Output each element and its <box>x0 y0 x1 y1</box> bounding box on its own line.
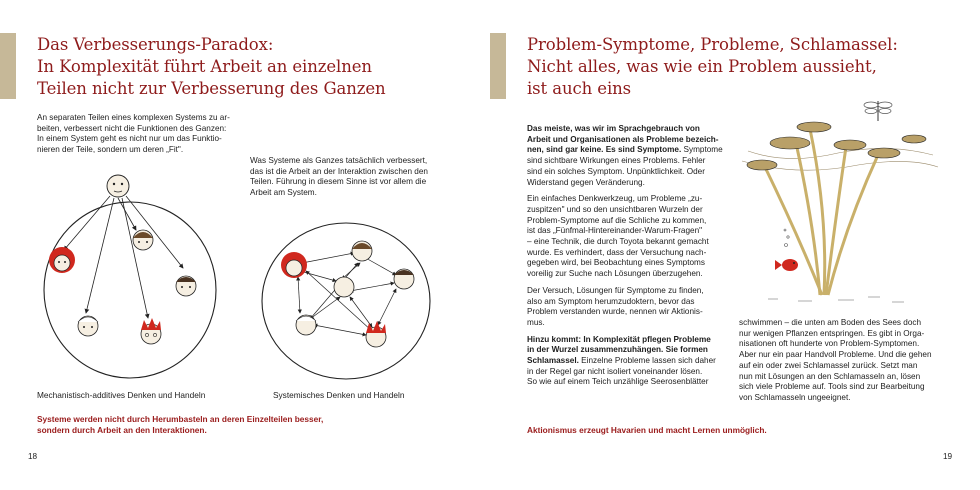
left-intro-line: An separaten Teilen eines komplexen Systems zu ar- <box>37 113 230 122</box>
left-title-line-1: Das Verbesserungs-Paradox: <box>37 35 274 54</box>
p2-line: wurde. Es verhindert, dass der Versuchung nach- <box>527 247 707 257</box>
left-intro-line: nieren der Teile, sondern um deren „Fit". <box>37 145 184 155</box>
dragonfly-icon <box>864 101 892 121</box>
right-title <box>527 34 898 100</box>
p2-line: zuspitzen" und so den unsichtbaren Wurzeln der <box>527 204 703 214</box>
left-red-note-line: sondern durch Arbeit an den Interaktionen. <box>37 424 207 435</box>
paragraph-five-whys <box>527 194 752 280</box>
page-number-left: 18 <box>28 452 38 461</box>
p1-bold-line: Das meiste, was wir im Sprachgebrauch von <box>527 124 700 133</box>
left-side-line: das ist die Arbeit an der Interaktion zwischen den <box>250 166 428 176</box>
brown-hair-face-icon <box>133 230 153 250</box>
p2-line: voreilig zur Suche nach Lösungen überzugehen. <box>527 269 703 279</box>
caption-systemic: Systemisches Denken und Handeln <box>273 390 405 400</box>
lily-pad-illustration <box>728 95 948 310</box>
p4-line: in der Regel gar nicht isoliert voneinander lösen. <box>527 366 703 376</box>
left-side-line: Arbeit am System. <box>250 188 317 198</box>
left-title-line-3: Teilen nicht zur Verbesserung des Ganzen <box>37 79 386 98</box>
col2-line: nur wenigen Pflanzen entspringen. Es gibt in Orga- <box>739 328 925 338</box>
lily-pad-icon <box>747 122 926 170</box>
col2-line: nisationen oft hunderte von Problem-Symptomen. <box>739 339 920 349</box>
col2-line: nun mit Lösungen an den Schlamasseln an, lösen <box>739 371 921 381</box>
p1-line: Widerstand gegen Veränderung. <box>527 177 645 187</box>
paragraph-actionism <box>527 286 752 329</box>
left-red-note-line: Systeme werden nicht durch Herumbasteln an deren Einzelteilen besser, <box>37 414 324 424</box>
white-hair-face-icon <box>78 316 98 336</box>
col2-line: auf ein oder zwei Schlamassel zurück. Setzt man <box>739 360 918 370</box>
red-fish-icon <box>775 259 798 271</box>
left-intro-line: In einem System geht es nicht nur um das Funktio- <box>37 134 222 144</box>
chapter-tab-left <box>0 33 16 99</box>
p4-bold-line: in der Wurzel zusammenzuhängen. Sie formen <box>527 345 708 355</box>
p3-line: Problem verstanden wurde, nennen wir Aktionis- <box>527 307 703 317</box>
paragraph-mess <box>527 335 752 389</box>
manager-face-icon <box>107 175 129 197</box>
left-intro-line: beiten, verbessert nicht die Funktionen des Ganzen: <box>37 123 227 133</box>
systemic-illustration <box>254 215 434 383</box>
p3-line: also am Symptom herumzudoktern, bevor das <box>527 296 695 306</box>
dark-hair-face-icon <box>176 276 196 296</box>
right-column-2-text <box>739 318 967 404</box>
left-side-line: Was Systeme als Ganzes tatsächlich verbessert, <box>250 156 428 165</box>
page-number-right: 19 <box>943 452 953 461</box>
right-page <box>490 0 980 490</box>
left-title-line-2: In Komplexität führt Arbeit an einzelnen <box>37 57 372 76</box>
p1-bold-line: nen, sind gar keine. Es sind Symptome. <box>527 145 682 155</box>
right-main-text <box>527 124 752 394</box>
p2-line: Ein einfaches Denkwerkzeug, um Probleme „zu- <box>527 194 703 204</box>
left-intro-text <box>37 113 252 156</box>
left-title <box>37 34 386 100</box>
p4-bold-line: Schlamassel. <box>527 356 579 366</box>
p2-line: ist das „Fünfmal-Hintereinander-Warum-Fragen" <box>527 226 703 236</box>
caption-mechanistic: Mechanistisch-additives Denken und Handeln <box>37 390 206 400</box>
p1-line: sind ein solches Symptom. Unpünktlichkeit. Oder <box>527 166 705 176</box>
p2-line: gegeben wird, bei Beobachtung eines Symptoms <box>527 258 705 268</box>
red-spiky-face-icon <box>141 318 161 344</box>
red-hair-face-icon <box>49 247 75 273</box>
left-side-text <box>250 156 455 199</box>
mechanistic-illustration <box>38 168 223 383</box>
p1-line: sind sichtbare Wirkungen eines Problems. Fehler <box>527 156 706 166</box>
col2-line: sich viele Probleme auf. Tools sind zur Bearbeitung <box>739 382 925 392</box>
p3-line: Der Versuch, Lösungen für Symptome zu finden, <box>527 285 704 295</box>
left-side-line: Teilen. Führung in diesem Sinne ist vor allem die <box>250 177 427 187</box>
chapter-tab-right <box>490 33 506 99</box>
col2-line: Aber nur ein paar Handvoll Probleme. Und die gehen <box>739 350 932 360</box>
p2-line: – eine Technik, die durch Toyota bekannt gemacht <box>527 237 709 247</box>
right-red-note: Aktionismus erzeugt Havarien und macht Lernen unmöglich. <box>527 425 767 435</box>
p1-bold-line: Arbeit und Organisationen als Probleme bezeich- <box>527 134 719 144</box>
col2-line: schwimmen – die unten am Boden des Sees doch <box>739 318 922 327</box>
right-title-line-1: Problem-Symptome, Probleme, Schlamassel: <box>527 35 898 54</box>
col2-line: von Schlamasseln ungeeignet. <box>739 392 851 402</box>
p3-line: mus. <box>527 317 545 327</box>
right-title-line-3: ist auch eins <box>527 79 632 98</box>
p4-bold-line: Hinzu kommt: In Komplexität pflegen Probleme <box>527 334 711 344</box>
p4-line: So wie auf einem Teich unzählige Seerosenblätter <box>527 377 709 387</box>
left-red-note <box>37 414 323 435</box>
p1-line: Symptome <box>683 145 723 155</box>
right-title-line-2: Nicht alles, was wie ein Problem aussieht, <box>527 57 877 76</box>
paragraph-symptoms <box>527 124 752 188</box>
p4-line: Einzelne Probleme lassen sich daher <box>581 356 716 366</box>
p2-line: Problem-Symptome auf die Schliche zu kommen, <box>527 215 707 225</box>
